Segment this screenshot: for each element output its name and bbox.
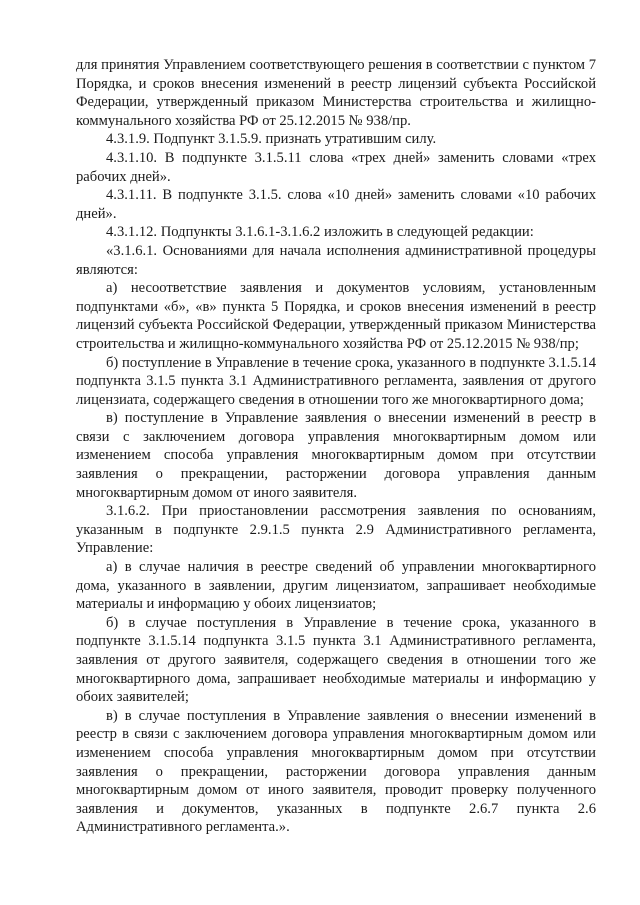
paragraph-3-1-6-2-v: в) в случае поступления в Управление заявления о внесении изменений в реестр в связи с заключением договора управления многоквартирным домом или изменением способа управления многоквартирным домом при отсутствии заявления о прекращении, расторжении договора управления данным многоквартирным домом от иного заявителя, проводит проверку полученного заявления и документов, указанных в подпункте 2.6.7 пункта 2.6 Административного регламента.». xyxy=(76,707,596,836)
paragraph-4-3-1-9: 4.3.1.9. Подпункт 3.1.5.9. признать утратившим силу. xyxy=(106,131,437,148)
paragraph-4-3-1-12: 4.3.1.12. Подпункты 3.1.6.1-3.1.6.2 изложить в следующей редакции: xyxy=(106,224,534,241)
paragraph-3-1-6-1-b: б) поступление в Управление в течение срока, указанного в подпункте 3.1.5.14 подпункта 3.1.5 пункта 3.1 Административного регламента, заявления от другого лицензиата, содержащего сведения в отношении того же многоквартирного дома; xyxy=(76,354,596,408)
paragraph-3-1-6-2-a: а) в случае наличия в реестре сведений об управлении многоквартирного дома, указанного в заявлении, другим лицензиатом, запрашивает необходимые материалы и информацию у обоих лицензиатов; xyxy=(76,559,596,613)
document-page xyxy=(76,56,596,837)
paragraph-3-1-6-2-b: б) в случае поступления в Управление в течение срока, указанного в подпункте 3.1.5.14 подпункта 3.1.5 пункта 3.1 Административного регламента, заявления от другого заявителя, содержащего сведения в отношении того же многоквартирного дома, запрашивает необходимые материалы и информацию у обоих заявителей; xyxy=(76,614,596,706)
paragraph-continuation: для принятия Управлением соответствующего решения в соответствии с пунктом 7 Порядка, и сроков внесения изменений в реестр лицензий субъекта Российской Федерации, утвержденный приказом Министерства строительства и жилищно-коммунального хозяйства РФ от 25.12.2015 № 938/пр. xyxy=(76,57,596,129)
paragraph-3-1-6-2: 3.1.6.2. При приостановлении рассмотрения заявления по основаниям, указанным в подпункте 2.9.1.5 пункта 2.9 Административного регламента, Управление: xyxy=(76,503,596,557)
paragraph-3-1-6-1-a: а) несоответствие заявления и документов условиям, установленным подпунктами «б», «в» пункта 5 Порядка, и сроков внесения изменений в реестр лицензий субъекта Российской Федерации, утвержденный приказом Министерства строительства и жилищно-коммунального хозяйства РФ от 25.12.2015 № 938/пр; xyxy=(76,280,596,352)
paragraph-4-3-1-10: 4.3.1.10. В подпункте 3.1.5.11 слова «трех дней» заменить словами «трех рабочих дней». xyxy=(76,149,596,185)
paragraph-4-3-1-11: 4.3.1.11. В подпункте 3.1.5. слова «10 дней» заменить словами «10 рабочих дней». xyxy=(76,187,596,222)
paragraph-3-1-6-1-v: в) поступление в Управление заявления о внесении изменений в реестр в связи с заключением договора управления многоквартирным домом или изменением способа управления многоквартирным домом при отсутствии заявления о прекращении, расторжении договора управления данным многоквартирным домом от иного заявителя. xyxy=(76,410,596,501)
paragraph-3-1-6-1: «3.1.6.1. Основаниями для начала исполнения административной процедуры являются: xyxy=(76,242,596,278)
